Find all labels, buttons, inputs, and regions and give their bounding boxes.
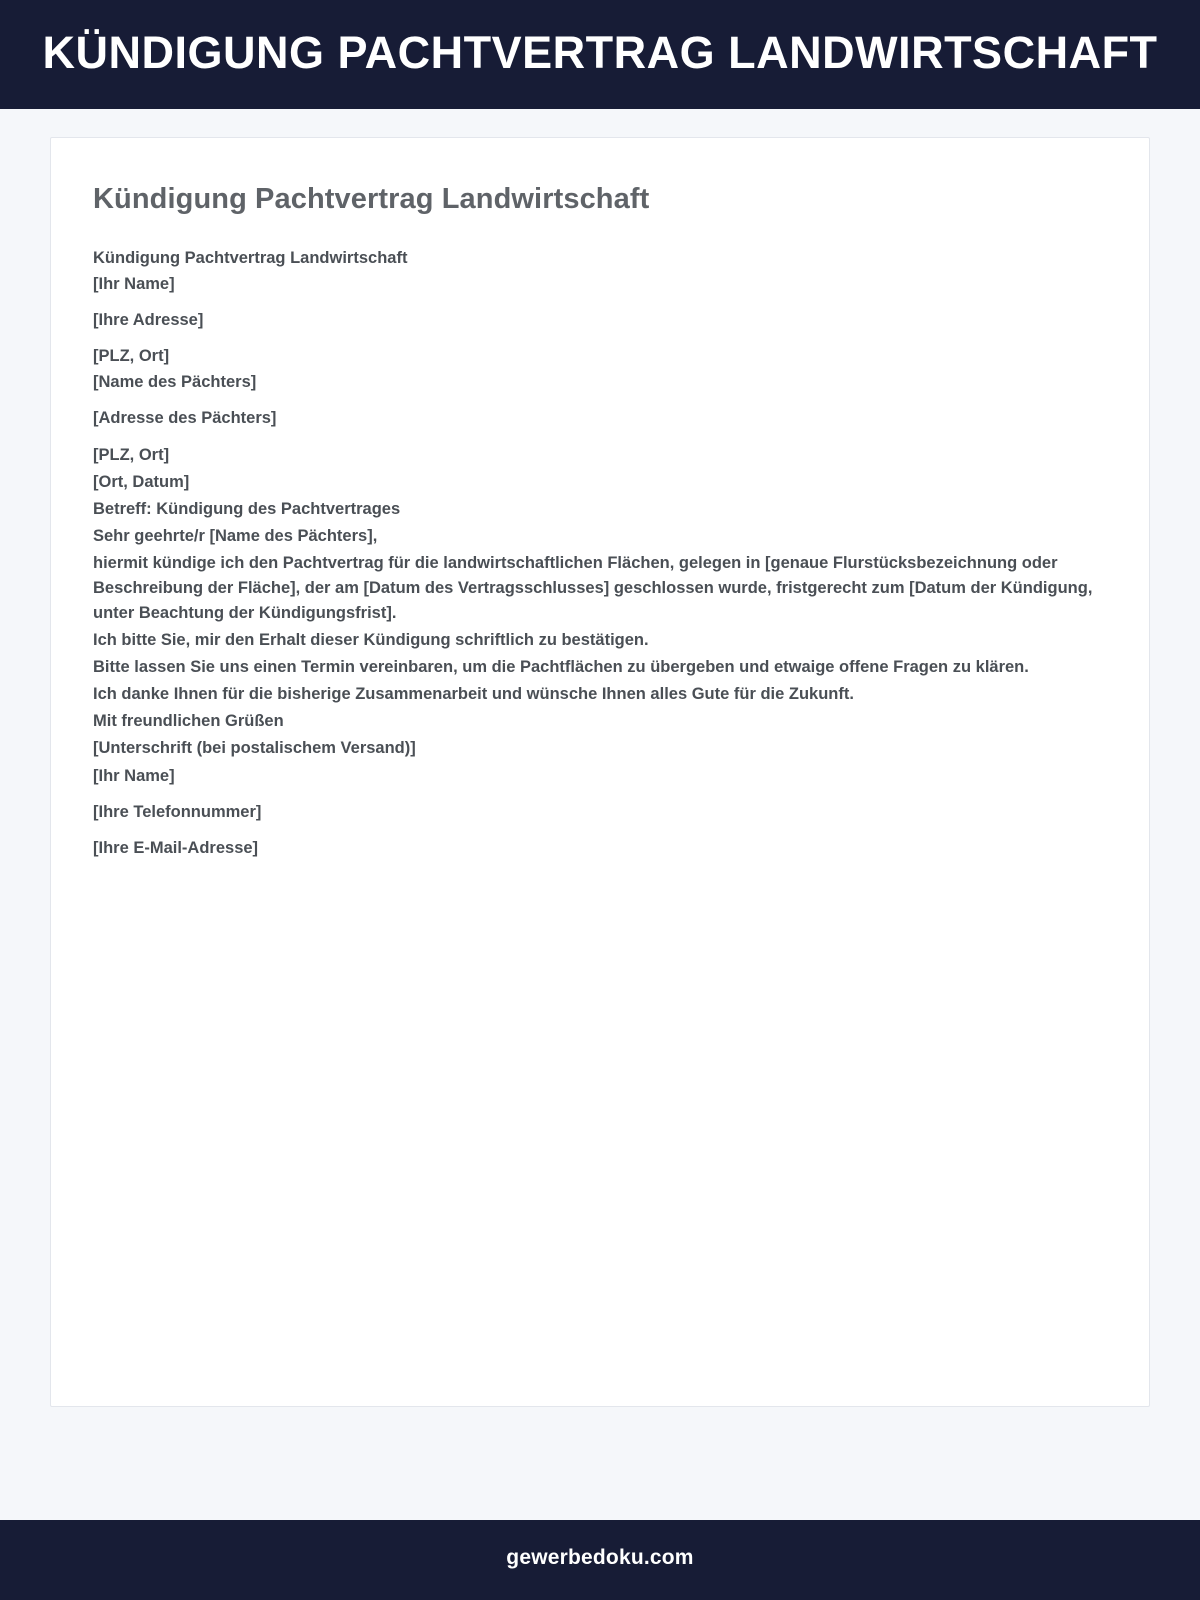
page-footer	[0, 1520, 1200, 1600]
document-closing: Mit freundlichen Grüßen	[93, 712, 284, 731]
document-line: [PLZ, Ort]	[93, 347, 170, 366]
document-line: Ich danke Ihnen für die bisherige Zusammenarbeit und wünsche Ihnen alles Gute für die Zukunft.	[93, 685, 854, 704]
site-name: gewerbedoku.com	[506, 1546, 694, 1569]
document-body	[93, 246, 1107, 861]
document-line: [Ihre E-Mail-Adresse]	[93, 838, 259, 857]
document-line: Betreff: Kündigung des Pachtvertrages	[93, 499, 401, 518]
document-line: Kündigung Pachtvertrag Landwirtschaft	[93, 249, 408, 268]
document-line: [Ihr Name]	[93, 275, 175, 294]
document-line: [Ihre Adresse]	[93, 311, 204, 330]
document-paragraph: hiermit kündige ich den Pachtvertrag für die landwirtschaftlichen Flächen, gelegen in [genaue Flurstücksbezeichnung oder Beschreibung der Fläche], der am [Datum des Vertragsschlusses] geschlossen wurde, fristgerecht zum [Datum der Kündigung, unter Beachtung der Kündigungsfrist].	[93, 553, 1093, 623]
document-line: [Name des Pächters]	[93, 373, 257, 392]
document-line: Sehr geehrte/r [Name des Pächters],	[93, 526, 378, 545]
document-line: Ich bitte Sie, mir den Erhalt dieser Kündigung schriftlich zu bestätigen.	[93, 631, 649, 650]
main-content	[0, 109, 1200, 1520]
document-heading: Kündigung Pachtvertrag Landwirtschaft	[93, 183, 650, 216]
page-header	[0, 0, 1200, 109]
document-line: [PLZ, Ort]	[93, 445, 170, 464]
document-line: [Ort, Datum]	[93, 472, 190, 491]
document-line: [Ihre Telefonnummer]	[93, 802, 262, 821]
document-paragraph: Bitte lassen Sie uns einen Termin vereinbaren, um die Pachtflächen zu übergeben und etwaige offene Fragen zu klären.	[93, 658, 1029, 677]
document-line: [Ihr Name]	[93, 766, 175, 785]
page-title: KÜNDIGUNG PACHTVERTRAG LANDWIRTSCHAFT	[42, 27, 1158, 78]
document-card	[50, 137, 1150, 1407]
document-signature-placeholder: [Unterschrift (bei postalischem Versand)]	[93, 739, 416, 758]
document-line: [Adresse des Pächters]	[93, 409, 277, 428]
